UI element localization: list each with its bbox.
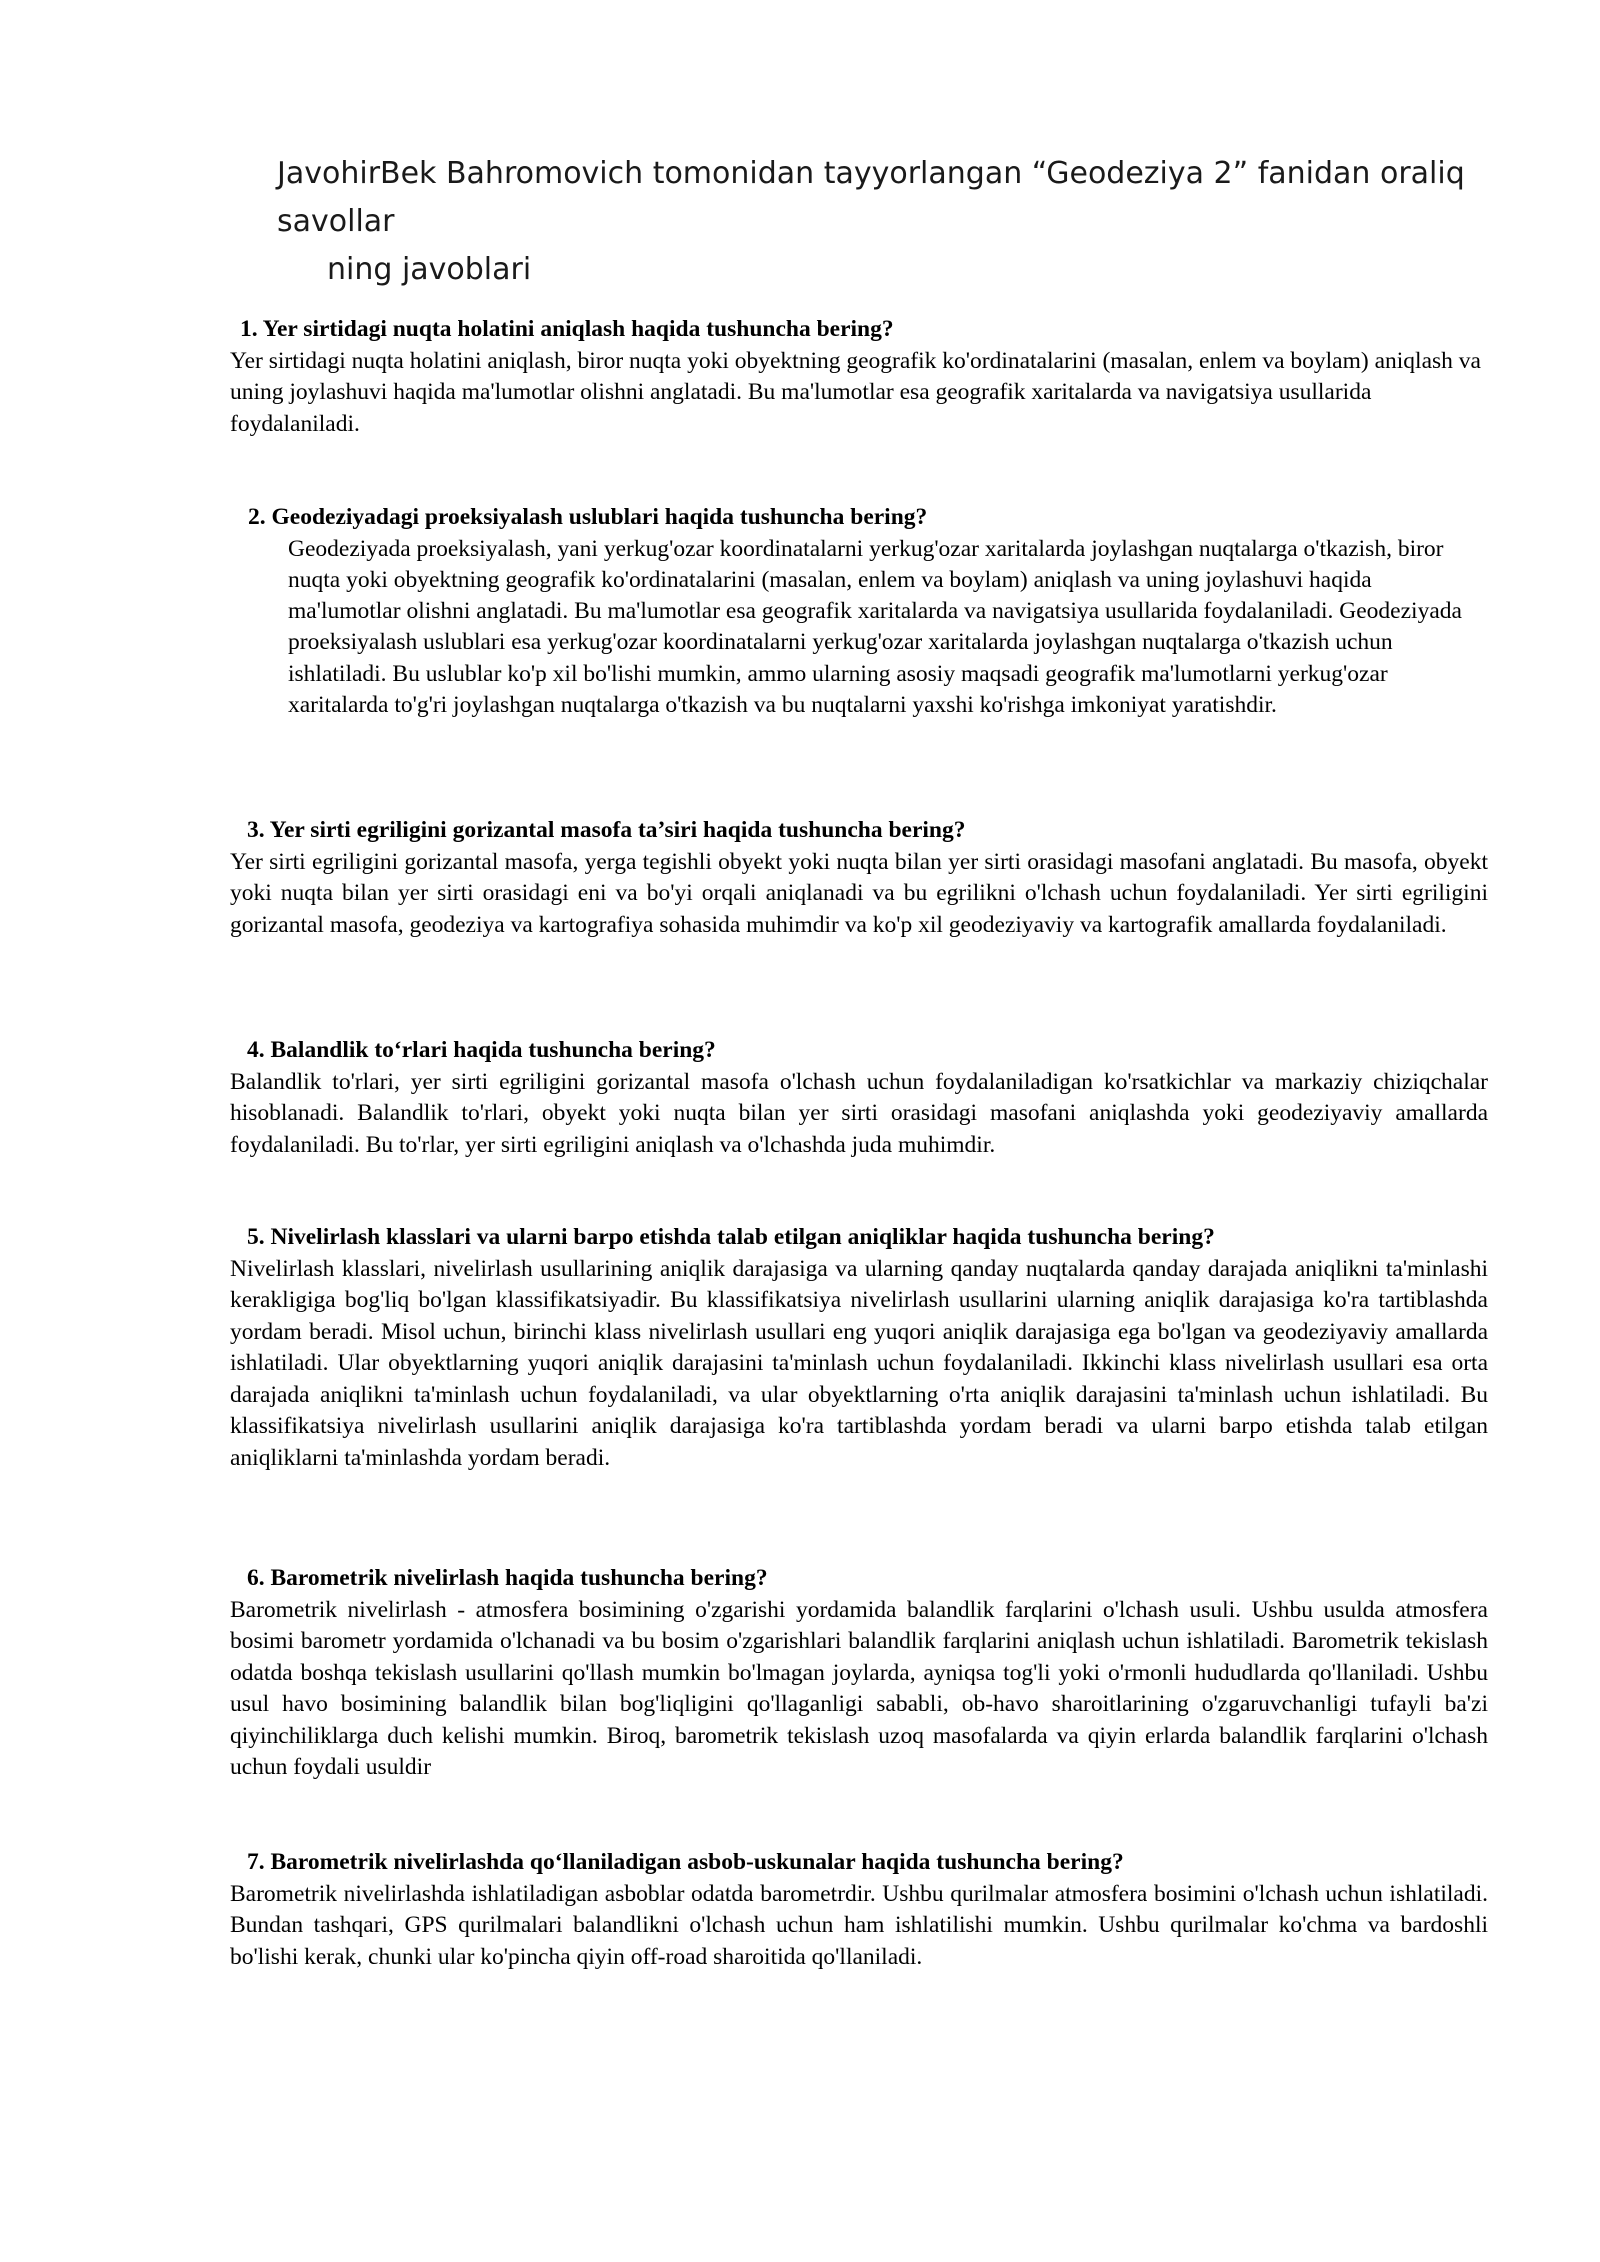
document-title-line-1: JavohirBek Bahromovich tomonidan tayyorlangan “Geodeziya 2” fanidan oraliq savollar xyxy=(277,156,1465,239)
question-section-7 xyxy=(230,1847,1488,1973)
question-section-2 xyxy=(230,502,1488,721)
question-heading-5: 5. Nivelirlash klasslari va ularni barpo etishda talab etilgan aniqliklar haqida tushuncha bering? xyxy=(247,1224,1215,1250)
question-heading-3: 3. Yer sirti egriligini gorizantal masofa ta’siri haqida tushuncha bering? xyxy=(247,817,966,843)
document-title-line-2: ning javoblari xyxy=(327,252,532,287)
question-answer-7: Barometrik nivelirlashda ishlatiladigan asboblar odatda barometrdir. Ushbu qurilmalar atmosfera bosimini o'lchash uchun ishlatiladi. Bundan tashqari, GPS qurilmalari balandlikni o'lchash uchun ham ishlatilishi mumkin. Ushbu qurilmalar ko'chma va bardoshli bo'lishi kerak, chunki ular ko'pincha qiyin off-road sharoitida qo'llaniladi. xyxy=(230,1880,1488,1970)
question-heading-7: 7. Barometrik nivelirlashda qo‘llaniladigan asbob-uskunalar haqida tushuncha bering? xyxy=(247,1849,1124,1875)
question-answer-4: Balandlik to'rlari, yer sirti egriligini gorizantal masofa o'lchash uchun foydalaniladigan ko'rsatkichlar va markaziy chiziqchalar hisoblanadi. Balandlik to'rlari, obyekt yoki nuqta bilan yer sirti orasidagi masofani aniqlashda yoki geodeziyaviy amallarda foydalaniladi. Bu to'rlar, yer sirti egriligini aniqlash va o'lchashda juda muhimdir. xyxy=(230,1068,1488,1158)
question-answer-6: Barometrik nivelirlash - atmosfera bosimining o'zgarishi yordamida balandlik farqlarini o'lchash usuli. Ushbu usulda atmosfera bosimi barometr yordamida o'lchanadi va bu bosim o'zgarishlari balandlik farqlarini aniqlash uchun ishlatiladi. Barometrik tekislash odatda boshqa tekislash usullarini qo'llash mumkin bo'lmagan joylarda, ayniqsa tog'li yoki o'rmonli hududlarda qo'llaniladi. Ushbu usul havo bosimining balandlik bilan bog'liqligini qo'llaganligi sababli, ob-havo sharoitlarining o'zgaruvchanligi tufayli ba'zi qiyinchiliklarga duch kelishi mumkin. Biroq, barometrik tekislash uzoq masofalarda va qiyin erlarda balandlik farqlarini o'lchash uchun foydali usuldir xyxy=(230,1596,1488,1780)
document-title xyxy=(277,150,1507,294)
question-section-1 xyxy=(230,314,1488,440)
question-answer-1: Yer sirtidagi nuqta holatini aniqlash, biror nuqta yoki obyektning geografik ko'ordinatalarini (masalan, enlem va boylam) aniqlash va uning joylashuvi haqida ma'lumotlar olishni anglatadi. Bu ma'lumotlar esa geografik xaritalarda va navigatsiya usullarida foydalaniladi. xyxy=(230,347,1481,437)
question-heading-1: 1. Yer sirtidagi nuqta holatini aniqlash haqida tushuncha bering? xyxy=(240,316,894,342)
question-heading-6: 6. Barometrik nivelirlash haqida tushuncha bering? xyxy=(247,1565,768,1591)
question-heading-4: 4. Balandlik to‘rlari haqida tushuncha bering? xyxy=(247,1037,716,1063)
question-section-4 xyxy=(230,1035,1488,1161)
question-section-6 xyxy=(230,1563,1488,1784)
question-answer-2: Geodeziyada proeksiyalash, yani yerkug'ozar koordinatalarni yerkug'ozar xaritalarda joylashgan nuqtalarga o'tkazish, biror nuqta yoki obyektning geografik ko'ordinatalarini (masalan, enlem va boylam) aniqlash va uning joylashuvi haqida ma'lumotlar olishni anglatadi. Bu ma'lumotlar esa geografik xaritalarda va navigatsiya usullarida foydalaniladi. Geodeziyada proeksiyalash uslublari esa yerkug'ozar koordinatalarni yerkug'ozar xaritalarda joylashgan nuqtalarga o'tkazish uchun ishlatiladi. Bu uslublar ko'p xil bo'lishi mumkin, ammo ularning asosiy maqsadi geografik ma'lumotlarni yerkug'ozar xaritalarda to'g'ri joylashgan nuqtalarga o'tkazish va bu nuqtalarni yaxshi ko'rishga imkoniyat yaratishdir. xyxy=(288,535,1462,718)
question-answer-3: Yer sirti egriligini gorizantal masofa, yerga tegishli obyekt yoki nuqta bilan yer sirti orasidagi masofani anglatadi. Bu masofa, obyekt yoki nuqta bilan yer sirti orasidagi eni va bo'yi orqali aniqlanadi va bu egrilikni o'lchash uchun foydalaniladi. Yer sirti egriligini gorizantal masofa, geodeziya va kartografiya sohasida muhimdir va ko'p xil geodeziyaviy va kartografik amallarda foydalaniladi. xyxy=(230,848,1488,938)
question-section-3 xyxy=(230,815,1488,941)
question-heading-2: 2. Geodeziyadagi proeksiyalash uslublari haqida tushuncha bering? xyxy=(248,504,928,530)
question-section-5 xyxy=(230,1222,1488,1474)
question-answer-5: Nivelirlash klasslari, nivelirlash usullarining aniqlik darajasiga va ularning qanday nuqtalarda qanday darajada aniqlikni ta'minlashi kerakligiga bog'liq bo'lgan klassifikatsiyadir. Bu klassifikatsiya nivelirlash usullarini ularning aniqlik darajasiga ko'ra tartiblashda yordam beradi. Misol uchun, birinchi klass nivelirlash usullari eng yuqori aniqlik darajasiga ega bo'lgan va geodeziyaviy amallarda ishlatiladi. Ular obyektlarning yuqori aniqlik darajasini ta'minlash uchun foydalaniladi. Ikkinchi klass nivelirlash usullari esa orta darajada aniqlikni ta'minlash uchun foydalaniladi, va ular obyektlarning o'rta aniqlik darajasini ta'minlash uchun ishlatiladi. Bu klassifikatsiya nivelirlash usullarini aniqlik darajasiga ko'ra tartiblashda yordam beradi va ularni barpo etishda talab etilgan aniqliklarni ta'minlashda yordam beradi. xyxy=(230,1255,1488,1471)
